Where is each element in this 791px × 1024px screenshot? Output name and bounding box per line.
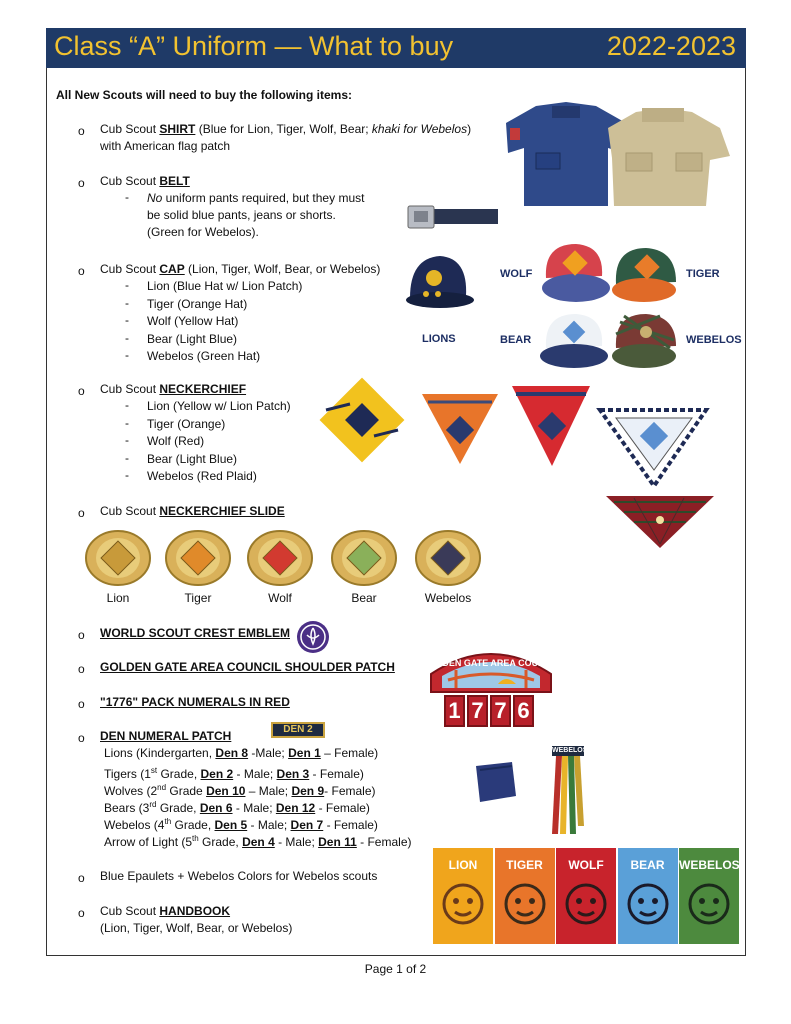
crest-item: WORLD SCOUT CREST EMBLEM (100, 626, 290, 640)
title-banner (46, 28, 746, 68)
neckerchief-list-item: Wolf (Red) (147, 434, 205, 448)
wolf-neckerchief-image (510, 380, 592, 468)
den-row-sep: -Male; (248, 746, 289, 760)
handbook-cover (679, 848, 739, 944)
lion-neckerchief-image (316, 374, 408, 466)
cap-label-lions: LIONS (422, 333, 456, 345)
pack-numeral-digit: 1 (444, 695, 465, 727)
den-row-end: - Female) (315, 801, 370, 815)
cap-label-tiger: TIGER (686, 268, 720, 280)
den-number-female: Den 7 (290, 818, 324, 832)
pack-numeral-digit: 7 (490, 695, 511, 727)
den-number-row (104, 745, 378, 762)
neckerchief-slide-image (414, 528, 482, 588)
handbook-animal-icon (503, 882, 547, 926)
slide-label: Bear (351, 591, 377, 605)
neckerchief-slide-image (330, 528, 398, 588)
den-row-end: - Female) (323, 818, 378, 832)
den-row-grade: Grade (166, 784, 207, 798)
neckerchief-slide-image (84, 528, 152, 588)
webelos-colors-ribbons-image (548, 756, 588, 836)
handbook-item: Cub Scout HANDBOOK (Lion, Tiger, Wolf, Bear, or Webelos) (100, 904, 293, 935)
handbook-title: BEAR (630, 858, 665, 872)
neckerchief-list-item: Bear (Light Blue) (147, 451, 238, 466)
neckerchief-item: Cub Scout NECKERCHIEF (100, 382, 247, 396)
bullet: o (78, 871, 85, 885)
den-row-group: Webelos (4 (104, 818, 165, 832)
lion-cap-image (404, 250, 474, 320)
den-2-patch-image: DEN 2 (271, 722, 325, 738)
slide-label: Tiger (184, 591, 212, 605)
den-row-group: Tigers (1 (104, 767, 151, 781)
bullet: o (78, 906, 85, 920)
handbook-cover (495, 848, 555, 944)
den-number-female: Den 3 (276, 767, 310, 781)
page-title: Class “A” Uniform — What to buy (54, 31, 454, 61)
bullet: o (78, 384, 85, 398)
dash: - (125, 433, 129, 447)
dash: - (125, 278, 129, 292)
dash: - (125, 468, 129, 482)
den-row-sep: – Male; (245, 784, 292, 798)
grade-suffix: rd (149, 800, 157, 809)
grade-suffix: st (150, 766, 158, 775)
dash: - (125, 398, 129, 412)
den-row-end: - Female) (309, 767, 364, 781)
dash: - (125, 313, 129, 327)
grade-suffix: th (192, 834, 199, 843)
handbook-animal-icon (687, 882, 731, 926)
den-row-sep: - Male; (232, 801, 276, 815)
slide-label: Wolf (268, 591, 292, 605)
bullet: o (78, 264, 85, 278)
cap-label-webelos: WEBELOS (686, 334, 742, 346)
cap-item: Cub Scout CAP (Lion, Tiger, Wolf, Bear, or Webelos) (100, 262, 381, 276)
webelos-colors-tag: WEBELOS (552, 747, 588, 754)
dash: - (125, 450, 129, 465)
handbook-title: TIGER (506, 858, 543, 872)
bullet: o (78, 176, 85, 190)
dash: - (125, 415, 129, 430)
uniform-shirts-image (496, 98, 741, 208)
school-year: 2022-2023 (606, 31, 736, 61)
handbook-animal-icon (626, 882, 670, 926)
cap-list-item: Lion (Blue Hat w/ Lion Patch) (147, 279, 303, 293)
bullet: o (78, 124, 85, 138)
den-row-group: Lions (Kindergarten, (104, 746, 216, 760)
slide-label: Lion (106, 591, 130, 605)
den-number-male: Den 2 (200, 767, 234, 781)
den-number-row (104, 830, 412, 851)
pack-numeral-digit: 7 (467, 695, 488, 727)
den-row-sep: - Male; (247, 818, 291, 832)
webelos-neckerchief-image (604, 494, 716, 550)
page-number: Page 1 of 2 (364, 962, 427, 976)
bear-neckerchief-image (596, 406, 710, 488)
belt-item: Cub Scout BELT (100, 174, 190, 188)
intro-text: All New Scouts will need to buy the following items: (56, 88, 353, 102)
den-row-end: - Female) (356, 835, 412, 849)
den-number-female: Den 1 (288, 746, 321, 760)
den-row-end: – Female) (320, 746, 379, 760)
tiger-neckerchief-image (418, 384, 502, 468)
den-number-male: Den 5 (214, 818, 248, 832)
world-crest-emblem-image (296, 620, 330, 654)
handbook-title: WOLF (568, 858, 604, 872)
den-number-male: Den 4 (242, 835, 275, 849)
den-number-male: Den 10 (206, 784, 246, 798)
dash: - (125, 190, 129, 204)
bullet: o (78, 506, 85, 520)
bullet: o (78, 662, 85, 676)
den-row-grade: Grade, (157, 767, 201, 781)
den-row-grade: Grade, (171, 818, 215, 832)
handbook-cover (433, 848, 493, 944)
den-numeral-item: DEN NUMERAL PATCH (100, 729, 232, 743)
neckerchief-slide-image (164, 528, 232, 588)
pack-numeral-digit: 6 (513, 695, 534, 727)
bullet: o (78, 697, 85, 711)
wolf-cap-image (538, 240, 610, 308)
bear-cap-image (538, 310, 610, 372)
den-row-group: Arrow of Light (5 (104, 835, 193, 849)
webelos-cap-image (610, 310, 682, 372)
handbook-animal-icon (441, 882, 485, 926)
epaulets-item: Blue Epaulets + Webelos Colors for Webelos scouts (100, 869, 378, 883)
cap-label-bear: BEAR (500, 334, 532, 346)
cap-list-item: Wolf (Yellow Hat) (147, 314, 239, 328)
neckerchief-list-item: Lion (Yellow w/ Lion Patch) (147, 399, 291, 413)
tiger-cap-image (610, 244, 682, 308)
den-row-sep: - Male; (274, 835, 319, 849)
neckerchief-slide-image (246, 528, 314, 588)
den-row-grade: Grade, (156, 801, 200, 815)
shirt-item: Cub Scout SHIRT (Blue for Lion, Tiger, Wolf, Bear; khaki for Webelos) with American flag patch (100, 122, 472, 153)
cap-list-item: Bear (Light Blue) (147, 331, 238, 346)
pack-numerals-item: "1776" PACK NUMERALS IN RED (100, 695, 290, 709)
belt-image (408, 204, 500, 230)
den-number-male: Den 6 (199, 801, 233, 815)
grade-suffix: nd (157, 783, 167, 792)
dash: - (125, 330, 129, 345)
slide-label: Webelos (424, 591, 472, 605)
belt-details: No uniform pants required, but they must be solid blue pants, jeans or shorts. (Green for Webelos). (147, 191, 365, 239)
cap-list-item: Tiger (Orange Hat) (147, 296, 248, 311)
den-number-female: Den 9 (291, 784, 325, 798)
den-number-male: Den 8 (215, 746, 249, 760)
den-row-end: - Female) (324, 784, 376, 798)
den-row-grade: Grade, (198, 835, 243, 849)
den-number-female: Den 12 (275, 801, 316, 815)
den-row-group: Wolves (2 (104, 784, 158, 798)
blue-epaulets-image (472, 760, 520, 806)
council-patch-text: GOLDEN GATE AREA COUNCIL (422, 658, 560, 668)
den-row-group: Bears (3 (104, 801, 150, 815)
handbook-animal-icon (564, 882, 608, 926)
cap-label-wolf: WOLF (500, 268, 533, 280)
neckerchief-list-item: Webelos (Red Plaid) (147, 469, 257, 483)
bullet: o (78, 731, 85, 745)
council-patch-item: GOLDEN GATE AREA COUNCIL SHOULDER PATCH (100, 660, 395, 674)
council-shoulder-patch-image (422, 644, 560, 696)
dash: - (125, 348, 129, 362)
den-number-female: Den 11 (318, 835, 357, 849)
dash: - (125, 295, 129, 310)
handbook-title: WEBELOS (679, 858, 740, 872)
slide-item: Cub Scout NECKERCHIEF SLIDE (100, 504, 285, 518)
cap-list-item: Webelos (Green Hat) (147, 349, 261, 363)
handbook-title: LION (448, 858, 478, 872)
neckerchief-list-item: Tiger (Orange) (147, 416, 226, 431)
den-row-sep: - Male; (233, 767, 277, 781)
bullet: o (78, 628, 85, 642)
grade-suffix: th (164, 817, 172, 826)
handbook-cover (618, 848, 678, 944)
handbook-cover (556, 848, 616, 944)
